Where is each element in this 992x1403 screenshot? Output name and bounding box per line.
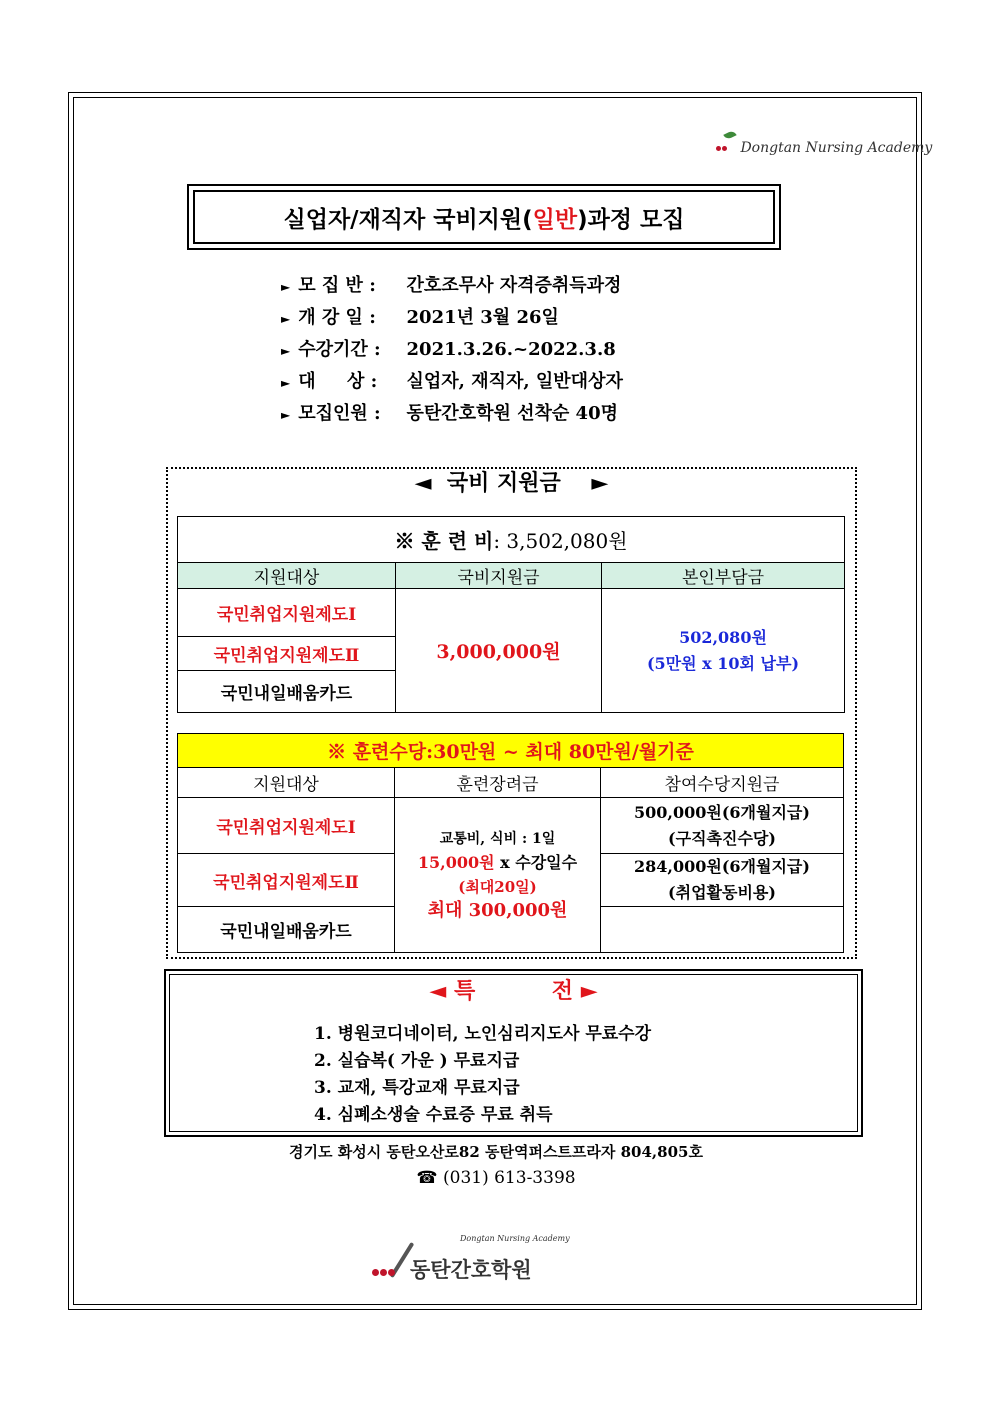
incentive-multiplier: x 수강일수 [494,853,578,872]
feature-item: 1. 병원코디네이터, 노인심리지도사 무료수강 [314,1024,652,1044]
title-highlight: 일반 [532,206,578,233]
column-header: 훈련장려금 [395,768,601,798]
training-allowance-title: ※ 훈련수당:30만원 ~ 최대 80만원/월기준 [178,734,844,768]
course-info-list [281,270,623,430]
column-header: 본인부담금 [602,563,845,589]
info-value: 실업자, 재직자, 일반대상자 [406,371,623,392]
column-header: 참여수당지원금 [601,768,844,798]
info-label: 모 집 반 : [298,275,376,296]
triangle-bullet-icon: ► [281,280,291,294]
triangle-bullet-icon: ► [281,376,291,390]
target-cell: 국민내일배움카드 [178,671,396,713]
incentive-max-days: (최대20일) [458,878,537,896]
info-row [281,398,623,430]
logo-main-text: 동탄간호학원 [410,1258,532,1282]
academy-logo-top [716,140,932,156]
column-header: 국비지원금 [396,563,602,589]
page-title [193,190,775,244]
berry-icon [722,146,727,151]
triangle-bullet-icon: ► [281,408,291,422]
incentive-line: 교통비, 식비 : 1일 [439,831,556,847]
academy-logo-bottom [370,1232,570,1282]
allowance-amount: 500,000원(6개월지급) [634,802,810,822]
gov-support-amount: 3,000,000원 [396,589,602,713]
triangle-bullet-icon: ► [281,312,291,326]
info-value: 동탄간호학원 선착순 40명 [406,403,618,424]
allowance-note: (취업활동비용) [668,883,776,902]
info-value: 간호조무사 자격증취득과정 [406,275,622,296]
features-list [314,1021,651,1129]
phone-number: ☎ (031) 613-3398 [416,1168,576,1188]
logo-small-text: Dongtan Nursing Academy [460,1234,570,1243]
feature-item: 3. 교재, 특강교재 무료지급 [314,1078,520,1098]
info-label: 모집인원 : [298,403,381,424]
info-row [281,366,623,398]
info-value: 2021.3.26.~2022.3.8 [406,339,616,360]
training-fee-value: : 3,502,080원 [493,529,628,553]
self-pay-note: (5만원 x 10회 납부) [646,653,800,673]
info-row [281,302,623,334]
info-label: 대 상 : [298,371,378,392]
info-row [281,270,623,302]
column-header: 지원대상 [178,563,396,589]
self-pay-amount: 502,080원 [679,627,767,647]
berry-icon [716,146,721,151]
incentive-cell [395,798,601,953]
training-fee-label: ※ 훈 련 비 [394,529,494,553]
address: 경기도 화성시 동탄오산로82 동탄역퍼스트프라자 804,805호 [289,1143,703,1161]
incentive-max: 최대 300,000원 [427,900,568,921]
allowance-note: (구직촉진수당) [668,828,776,848]
incentive-daily: 15,000원 [417,853,495,872]
allowance-cell-empty [601,907,844,953]
allowance-amount: 284,000원(6개월지급) [634,857,810,876]
target-cell: 국민내일배움카드 [178,907,395,953]
support-heading: ◄ 국비 지원금 ► [414,471,609,496]
title-box [187,184,781,250]
features-heading: ◄ 특 전 ► [429,979,598,1004]
target-cell: 국민취업지원제도Ⅱ [178,854,395,907]
info-value: 2021년 3월 26일 [406,307,559,328]
title-part2: )과정 모집 [577,206,685,233]
column-header: 지원대상 [178,768,395,798]
title-part1: 실업자/재직자 국비지원( [283,206,533,233]
target-cell: 국민취업지원제도Ⅱ [178,637,396,671]
triangle-bullet-icon: ► [281,344,291,358]
training-fee-table [177,516,845,713]
feature-item: 2. 실습복( 가운 ) 무료지급 [314,1051,520,1071]
training-allowance-table [177,733,844,953]
info-row [281,334,623,366]
target-cell: 국민취업지원제도Ⅰ [178,589,396,637]
info-label: 개 강 일 : [298,307,376,328]
allowance-cell [601,854,844,907]
self-pay-cell [602,589,845,713]
berry-cluster-icon [372,1262,396,1281]
training-fee-title [178,517,845,563]
academy-logo-text: Dongtan Nursing Academy [740,140,933,156]
target-cell: 국민취업지원제도Ⅰ [178,798,395,854]
feature-item: 4. 심폐소생술 수료증 무료 취득 [314,1105,553,1125]
info-label: 수강기간 : [298,339,381,360]
allowance-cell [601,798,844,854]
